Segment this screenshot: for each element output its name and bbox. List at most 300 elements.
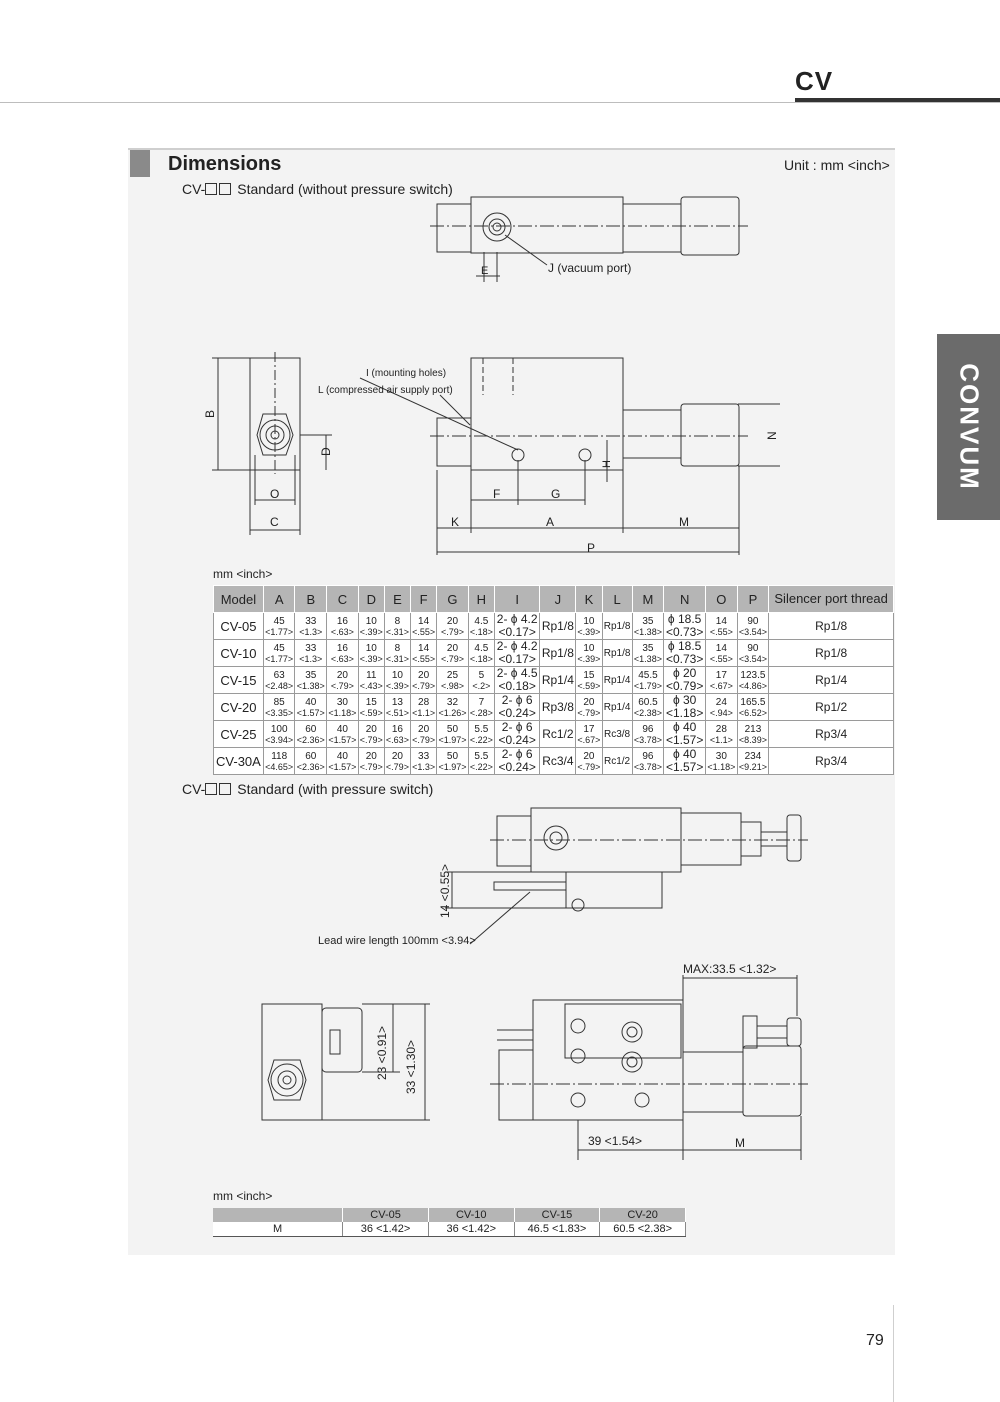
column-header: F (411, 586, 437, 613)
cell-h (468, 640, 494, 667)
box-glyph (205, 183, 217, 195)
series-code: CV (795, 66, 834, 96)
label-C: C (270, 515, 279, 529)
label-j-port: J (vacuum port) (548, 261, 632, 275)
cell-j: Rp1/4 (540, 667, 576, 694)
footer-rule (893, 1305, 894, 1402)
cell-value: 16 (336, 615, 348, 627)
drawing2-caption (182, 781, 433, 797)
cell-inch: <.79> (412, 680, 436, 691)
column-header: Silencer port thread (769, 586, 894, 613)
cell-value: 30 (715, 750, 727, 762)
column-header: G (437, 586, 469, 613)
cell-value: 234 (744, 750, 762, 762)
cell-e (384, 748, 410, 775)
cell-inch: <3.94> (265, 734, 294, 745)
cell-inch: <.98> (440, 680, 464, 691)
label-mounting-holes: I (mounting holes) (366, 368, 447, 379)
drawing-standard-with-switch (250, 800, 810, 1160)
m-value-cell: 60.5 <2.38> (600, 1222, 686, 1237)
cell-k (576, 694, 602, 721)
cell-inch: <.55> (412, 653, 436, 664)
cell-inch: <0.17> (498, 625, 536, 639)
cell-value: 14 (418, 615, 430, 627)
cell-inch: <.79> (577, 707, 601, 718)
cell-inch: <.55> (709, 653, 733, 664)
table-header-row (214, 586, 894, 613)
caption-prefix: CV- (182, 181, 206, 197)
cell-value: 4.5 (474, 615, 489, 627)
cell-inch: <1.18> (665, 706, 704, 720)
side-view (212, 352, 332, 535)
cell-inch: <.31> (385, 653, 409, 664)
cell-value: 100 (270, 723, 288, 735)
cell-value: 2- ϕ 4.5 (496, 666, 538, 680)
cell-j: Rp1/8 (540, 640, 576, 667)
cell-value: 10 (583, 642, 595, 654)
cell-m (632, 748, 664, 775)
caption-text: Standard (without pressure switch) (237, 181, 453, 197)
cell-value: 20 (418, 669, 430, 681)
cell-m (632, 640, 664, 667)
label-air-supply: L (compressed air supply port) (318, 385, 453, 396)
column-header: A (263, 586, 295, 613)
cell-value: ϕ 40 (672, 720, 697, 734)
cell-c (327, 613, 359, 640)
caption-prefix: CV- (182, 781, 206, 797)
cell-silencer: Rp3/4 (769, 748, 894, 775)
cell-inch: <.39> (577, 626, 601, 637)
cell-inch: <1.79> (633, 680, 662, 691)
cell-k (576, 667, 602, 694)
cell-inch: <0.73> (665, 652, 704, 666)
cell-inch: <0.24> (498, 706, 536, 720)
cell-inch: <0.17> (498, 652, 536, 666)
cell-value: 20 (583, 696, 595, 708)
cell-g (437, 694, 469, 721)
cell-inch: <.94> (709, 707, 733, 718)
cell-c (327, 721, 359, 748)
cell-p (737, 694, 769, 721)
cell-inch: <.59> (577, 680, 601, 691)
cell-inch: <1.3> (299, 653, 323, 664)
cell-inch: <1.97> (438, 761, 467, 772)
cell-value: 24 (715, 696, 727, 708)
cell-value: 35 (642, 615, 654, 627)
cell-value: 8 (394, 615, 401, 627)
cell-inch: <.79> (412, 734, 436, 745)
label-lead-wire: Lead wire length 100mm <3.94> (318, 935, 476, 947)
cell-d (358, 721, 384, 748)
cell-o (706, 721, 738, 748)
cell-f (411, 721, 437, 748)
cell-b (295, 721, 327, 748)
cell-g (437, 721, 469, 748)
cell-o (706, 640, 738, 667)
cell-k (576, 721, 602, 748)
cell-i (494, 640, 539, 667)
cell-m (632, 694, 664, 721)
cell-value: 2- ϕ 4.2 (496, 612, 538, 626)
cell-value: 2- ϕ 6 (501, 693, 533, 707)
label-dim33: 33 <1.30> (404, 1039, 418, 1094)
column-header: D (358, 586, 384, 613)
cell-value: 35 (305, 669, 317, 681)
column-header: CV-15 (514, 1208, 600, 1222)
cell-i (494, 667, 539, 694)
cell-inch: <.55> (412, 626, 436, 637)
cell-l: Rp1/4 (602, 667, 632, 694)
model-cell: CV-25 (214, 721, 264, 748)
column-header: CV-10 (428, 1208, 514, 1222)
cell-value: 10 (365, 615, 377, 627)
cell-i (494, 694, 539, 721)
cell-inch: <.39> (385, 680, 409, 691)
table-row (214, 640, 894, 667)
cell-value: ϕ 18.5 (667, 639, 702, 653)
cell-value: 45 (273, 642, 285, 654)
cell-j: Rc3/4 (540, 748, 576, 775)
cell-j: Rp3/8 (540, 694, 576, 721)
cell-n (664, 721, 706, 748)
cell-inch: <.22> (469, 734, 493, 745)
cell-inch: <.63> (330, 653, 354, 664)
cell-g (437, 748, 469, 775)
cell-value: 30 (336, 696, 348, 708)
cell-value: 63 (273, 669, 285, 681)
cell-value: 7 (478, 696, 485, 708)
cell-silencer: Rp1/8 (769, 613, 894, 640)
cell-value: 85 (273, 696, 285, 708)
cell-inch: <.67> (577, 734, 601, 745)
cell-inch: <1.18> (328, 707, 357, 718)
cell-e (384, 640, 410, 667)
cell-inch: <.79> (330, 680, 354, 691)
cell-p (737, 748, 769, 775)
cell-inch: <1.38> (633, 653, 662, 664)
table2-unit-note: mm <inch> (213, 1189, 273, 1203)
cell-value: ϕ 18.5 (667, 612, 702, 626)
cell-d (358, 613, 384, 640)
row-label: M (213, 1222, 343, 1237)
cell-inch: <1.77> (265, 626, 294, 637)
cell-o (706, 748, 738, 775)
cell-f (411, 667, 437, 694)
cell-value: 14 (715, 615, 727, 627)
cell-p (737, 640, 769, 667)
model-cell: CV-30A (214, 748, 264, 775)
cell-inch: <2.36> (296, 761, 325, 772)
cell-value: 15 (583, 669, 595, 681)
cell-value: 5.5 (474, 723, 489, 735)
cell-value: 118 (271, 750, 288, 762)
cell-p (737, 721, 769, 748)
cell-value: 96 (642, 750, 654, 762)
cell-value: 10 (391, 669, 403, 681)
cell-value: 60 (305, 750, 317, 762)
cell-o (706, 667, 738, 694)
cell-value: 2- ϕ 6 (501, 747, 533, 761)
cell-inch: <.59> (359, 707, 383, 718)
cell-p (737, 667, 769, 694)
cell-i (494, 748, 539, 775)
cell-inch: <0.79> (665, 679, 704, 693)
cell-inch: <.79> (440, 653, 464, 664)
cell-inch: <1.97> (438, 734, 467, 745)
cell-k (576, 613, 602, 640)
cell-value: 90 (747, 615, 759, 627)
label-dim14: 14 <0.55> (438, 863, 452, 918)
cell-e (384, 721, 410, 748)
cell-value: 4.5 (474, 642, 489, 654)
cell-value: 28 (715, 723, 727, 735)
label-N: N (765, 431, 779, 440)
column-header: K (576, 586, 602, 613)
box-glyph (219, 783, 231, 795)
m-value-cell: 36 <1.42> (343, 1222, 429, 1237)
cell-inch: <.79> (359, 734, 383, 745)
page-number: 79 (866, 1332, 884, 1349)
cell-m (632, 613, 664, 640)
cell-value: 20 (365, 723, 377, 735)
cell-value: 32 (446, 696, 459, 708)
column-header: H (468, 586, 494, 613)
m-dimension-table (213, 1208, 686, 1237)
cell-n (664, 613, 706, 640)
cell-value: 5 (478, 669, 485, 681)
label-K: K (451, 515, 460, 529)
column-header: O (706, 586, 738, 613)
cell-i (494, 721, 539, 748)
cell-value: 20 (446, 642, 459, 654)
cell-value: 50 (446, 750, 459, 762)
cell-value: 16 (336, 642, 348, 654)
column-header: CV-05 (343, 1208, 429, 1222)
cell-value: 20 (418, 723, 430, 735)
cell-value: 15 (365, 696, 377, 708)
label-H: H (601, 460, 613, 468)
cell-m (632, 667, 664, 694)
cell-inch: <.22> (469, 761, 493, 772)
column-header: N (664, 586, 706, 613)
cell-inch: <2.48> (265, 680, 294, 691)
cell-inch: <1.57> (665, 733, 704, 747)
cell-e (384, 694, 410, 721)
label-E-top: E (481, 265, 489, 277)
cell-e (384, 667, 410, 694)
cell-a (263, 694, 295, 721)
cell-inch: <.79> (577, 761, 601, 772)
cell-l: Rp1/8 (602, 613, 632, 640)
cell-silencer: Rp1/4 (769, 667, 894, 694)
cell-inch: <3.54> (738, 653, 767, 664)
cell-value: 28 (418, 696, 430, 708)
cell-inch: <4.86> (738, 680, 767, 691)
cell-value: 165.5 (740, 696, 766, 708)
cell-d (358, 640, 384, 667)
label-A: A (546, 515, 555, 529)
cell-g (437, 640, 469, 667)
cell-inch: <3.78> (633, 761, 662, 772)
cell-g (437, 613, 469, 640)
label-dim23: 23 <0.91> (375, 1025, 389, 1080)
cell-inch: <8.39> (738, 734, 767, 745)
cell-b (295, 748, 327, 775)
cell-value: 33 (305, 615, 317, 627)
cell-inch: <1.3> (412, 761, 436, 772)
unit-note: Unit : mm <inch> (784, 157, 890, 173)
cell-c (327, 640, 359, 667)
cell-value: 123.5 (740, 669, 766, 681)
cell-inch: <1.57> (328, 761, 357, 772)
table-row (214, 667, 894, 694)
cell-f (411, 694, 437, 721)
cell-c (327, 694, 359, 721)
cell-f (411, 640, 437, 667)
cell-h (468, 694, 494, 721)
table-row (214, 694, 894, 721)
cell-h (468, 748, 494, 775)
cell-value: 35 (642, 642, 654, 654)
model-cell: CV-10 (214, 640, 264, 667)
model-cell: CV-05 (214, 613, 264, 640)
m-value-cell: 46.5 <1.83> (514, 1222, 600, 1237)
cell-value: 60.5 (638, 696, 658, 708)
column-header: P (737, 586, 769, 613)
cell-e (384, 613, 410, 640)
cell-n (664, 748, 706, 775)
cell-inch: <1.57> (665, 760, 704, 774)
cell-value: 20 (583, 750, 595, 762)
cell-value: 10 (365, 642, 377, 654)
cell-inch: <.79> (440, 626, 464, 637)
cell-o (706, 613, 738, 640)
label-F: F (493, 487, 501, 501)
cell-i (494, 613, 539, 640)
side-tab-label: CONVUM (954, 363, 984, 491)
cell-value: 60 (305, 723, 317, 735)
cell-value: 10 (583, 615, 595, 627)
caption-text: Standard (with pressure switch) (237, 781, 434, 797)
column-header: L (602, 586, 632, 613)
cell-n (664, 667, 706, 694)
cell-value: 17 (715, 669, 727, 681)
cell-a (263, 748, 295, 775)
table-row (214, 721, 894, 748)
cell-inch: <1.18> (707, 761, 736, 772)
cell-value: 20 (336, 669, 348, 681)
cell-value: 96 (642, 723, 654, 735)
cell-inch: <1.57> (296, 707, 325, 718)
cell-value: 17 (583, 723, 595, 735)
cell-inch: <2.38> (633, 707, 662, 718)
cell-inch: <6.52> (738, 707, 767, 718)
cell-inch: <.63> (385, 734, 409, 745)
cell-value: 45.5 (638, 669, 658, 681)
cell-l: Rp1/4 (602, 694, 632, 721)
drawing-standard-no-switch (200, 195, 780, 565)
cell-b (295, 640, 327, 667)
m-value-cell: 36 <1.42> (428, 1222, 514, 1237)
cell-inch: <.79> (359, 761, 383, 772)
cell-value: 2- ϕ 6 (501, 720, 533, 734)
cell-value: ϕ 20 (672, 666, 697, 680)
cell-inch: <1.1> (709, 734, 733, 745)
cell-value: 50 (446, 723, 459, 735)
cell-inch: <0.73> (665, 625, 704, 639)
cell-inch: <1.3> (299, 626, 323, 637)
column-header: M (632, 586, 664, 613)
cell-j: Rp1/8 (540, 613, 576, 640)
cell-o (706, 694, 738, 721)
cell-value: 14 (715, 642, 727, 654)
cell-value: 20 (365, 750, 377, 762)
cell-h (468, 667, 494, 694)
column-header: J (540, 586, 576, 613)
cell-silencer: Rp1/8 (769, 640, 894, 667)
table-row (214, 613, 894, 640)
cell-value: 5.5 (474, 750, 489, 762)
cell-inch: <3.78> (633, 734, 662, 745)
side-tab[interactable] (937, 334, 1000, 520)
cell-d (358, 667, 384, 694)
box-glyph (205, 783, 217, 795)
cell-n (664, 694, 706, 721)
cell-inch: <1.38> (633, 626, 662, 637)
cell-value: ϕ 40 (672, 747, 697, 761)
cell-value: 14 (418, 642, 430, 654)
cell-inch: <0.24> (498, 760, 536, 774)
cell-silencer: Rp1/2 (769, 694, 894, 721)
cell-inch: <2.36> (296, 734, 325, 745)
label-D: D (319, 447, 333, 456)
cell-inch: <.39> (577, 653, 601, 664)
cell-value: 8 (394, 642, 401, 654)
cell-value: 13 (391, 696, 403, 708)
cell-inch: <3.54> (738, 626, 767, 637)
cell-value: 40 (336, 723, 348, 735)
cell-silencer: Rp3/4 (769, 721, 894, 748)
cell-value: 33 (305, 642, 317, 654)
cell-value: ϕ 30 (672, 693, 697, 707)
cell-inch: <0.24> (498, 733, 536, 747)
cell-b (295, 694, 327, 721)
label-M2: M (735, 1136, 745, 1150)
cell-inch: <4.65> (265, 761, 294, 772)
cell-value: 213 (744, 723, 762, 735)
column-header: B (295, 586, 327, 613)
cell-l: Rc3/8 (602, 721, 632, 748)
cell-value: 33 (418, 750, 430, 762)
cell-inch: <3.35> (265, 707, 294, 718)
table1-unit-note: mm <inch> (213, 567, 273, 581)
switch-front-view (490, 975, 808, 1160)
cell-m (632, 721, 664, 748)
cell-inch: <.43> (359, 680, 383, 691)
label-B: B (203, 409, 217, 418)
cell-a (263, 640, 295, 667)
cell-inch: <.67> (709, 680, 733, 691)
column-header: E (384, 586, 410, 613)
cell-inch: <.39> (359, 626, 383, 637)
column-header: Model (214, 586, 264, 613)
label-dim39: 39 <1.54> (588, 1134, 643, 1148)
cell-inch: <.2> (472, 680, 491, 691)
cell-inch: <9.21> (738, 761, 767, 772)
cell-value: 20 (391, 750, 403, 762)
cell-g (437, 667, 469, 694)
cell-value: 45 (273, 615, 285, 627)
